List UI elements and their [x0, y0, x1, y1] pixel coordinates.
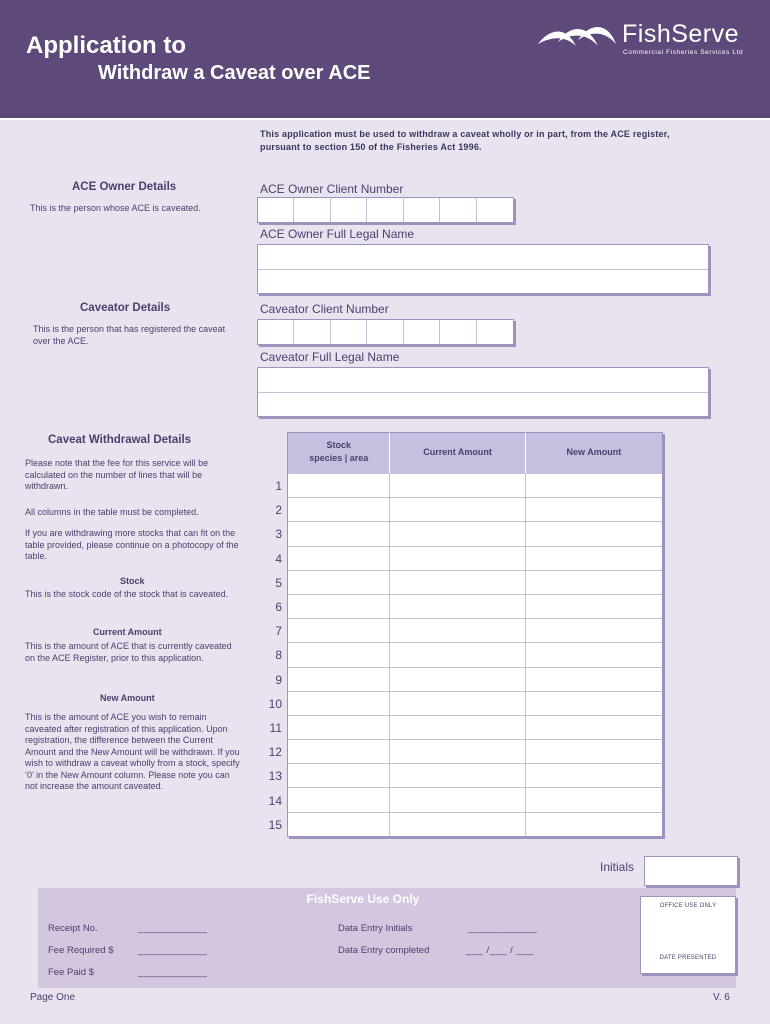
caveator-client-number-input[interactable]: [257, 319, 514, 345]
stock-cell[interactable]: [288, 643, 390, 666]
owner-legal-name-input[interactable]: [257, 244, 709, 294]
logo-name: FishServe: [622, 20, 740, 48]
stock-cell[interactable]: [288, 764, 390, 787]
row-number: 8: [275, 648, 282, 663]
data-entry-completed-date: ___ /___ / ___: [466, 945, 534, 956]
withdrawal-section-title: Caveat Withdrawal Details: [48, 434, 192, 446]
page-label: Page One: [30, 992, 76, 1003]
stock-cell[interactable]: [288, 595, 390, 618]
stock-table: [287, 432, 663, 837]
more-stocks-note: If you are withdrawing more stocks that can fit on the table provided, please continue on a photocopy of the table.: [25, 528, 239, 561]
table-row: [288, 570, 662, 594]
owner-section-desc: This is the person whose ACE is caveated.: [30, 203, 201, 213]
row-number: 9: [275, 672, 282, 687]
stock-heading: Stock: [120, 576, 145, 586]
current-amount-cell[interactable]: [390, 788, 525, 811]
table-row: [288, 763, 662, 787]
new-amount-cell[interactable]: [526, 692, 662, 715]
col-current-header: Current Amount: [390, 433, 525, 473]
receipt-label: Receipt No.: [48, 923, 98, 934]
new-amount-cell[interactable]: [526, 595, 662, 618]
office-use-title: FishServe Use Only: [306, 892, 420, 906]
office-use-stamp-box: [640, 896, 736, 974]
current-amount-cell[interactable]: [390, 692, 525, 715]
row-number: 7: [275, 624, 282, 639]
new-amount-cell[interactable]: [526, 474, 662, 497]
owner-client-number-input[interactable]: [257, 197, 514, 223]
fee-paid-blank: ____________: [138, 967, 208, 978]
current-amount-cell[interactable]: [390, 547, 525, 570]
row-number: 6: [275, 600, 282, 614]
col-stock-line1: Stock: [326, 440, 351, 450]
row-number: 10: [268, 696, 282, 711]
new-amount-cell[interactable]: [526, 764, 662, 787]
current-amount-cell[interactable]: [390, 668, 525, 691]
fee-paid-label: Fee Paid $: [48, 967, 94, 978]
current-amount-cell[interactable]: [390, 764, 525, 787]
new-amount-cell[interactable]: [526, 547, 662, 570]
fee-note: Please note that the fee for this service will be calculated on the number of lines that will be withdrawn.: [25, 458, 209, 491]
caveator-legal-name-label: Caveator Full Legal Name: [260, 350, 400, 364]
date-presented-text: DATE PRESENTED: [659, 955, 717, 961]
current-amount-cell[interactable]: [390, 813, 525, 836]
initials-input[interactable]: [644, 856, 738, 886]
new-amount-cell[interactable]: [526, 813, 662, 836]
new-amount-cell[interactable]: [526, 571, 662, 594]
table-header: [288, 433, 662, 473]
current-amount-heading: Current Amount: [93, 627, 162, 637]
version-label: V. 6: [713, 992, 730, 1003]
new-amount-heading: New Amount: [100, 693, 155, 703]
owner-legal-name-label: ACE Owner Full Legal Name: [260, 227, 415, 241]
data-entry-completed-label: Data Entry completed: [338, 945, 430, 956]
table-row: [288, 521, 662, 545]
header-band: [0, 0, 770, 120]
stock-cell[interactable]: [288, 474, 390, 497]
office-use-only-text: OFFICE USE ONLY: [659, 903, 717, 909]
fee-required-blank: ____________: [138, 945, 208, 956]
current-amount-cell[interactable]: [390, 595, 525, 618]
page-title-line1: Application to: [26, 32, 186, 59]
current-amount-cell[interactable]: [390, 716, 525, 739]
row-number: 12: [268, 745, 282, 760]
stock-cell[interactable]: [288, 716, 390, 739]
new-amount-cell[interactable]: [526, 716, 662, 739]
stock-cell[interactable]: [288, 522, 390, 545]
table-row: [288, 497, 662, 521]
new-amount-cell[interactable]: [526, 668, 662, 691]
new-amount-cell[interactable]: [526, 788, 662, 811]
office-use-panel: [38, 888, 736, 988]
row-number: 2: [275, 503, 282, 518]
table-row: [288, 546, 662, 570]
new-amount-cell[interactable]: [526, 522, 662, 545]
stock-cell[interactable]: [288, 740, 390, 763]
new-amount-desc: This is the amount of ACE you wish to remain caveated after registration of this application. Upon registration, the difference between the Current Amount and the New Amount will be withdrawn. If you wish to withdraw a caveat wholly from a stock, specify ‘0’ in the New Amount column. Please note you can not increase the amount caveated.: [25, 712, 240, 791]
new-amount-cell[interactable]: [526, 498, 662, 521]
new-amount-cell[interactable]: [526, 619, 662, 642]
fishserve-logo: [536, 20, 756, 60]
caveator-section-desc: This is the person that has registered the caveat over the ACE.: [33, 324, 226, 346]
fee-required-label: Fee Required $: [48, 945, 114, 956]
row-number: 15: [268, 817, 282, 832]
col-stock-line2: species | area: [309, 453, 369, 463]
row-number: 14: [268, 793, 282, 808]
table-row: [288, 739, 662, 763]
stock-cell[interactable]: [288, 619, 390, 642]
page-title-line2: Withdraw a Caveat over ACE: [98, 62, 371, 84]
row-number: 13: [268, 769, 282, 784]
stock-cell[interactable]: [288, 498, 390, 521]
columns-note: All columns in the table must be completed.: [25, 507, 199, 517]
row-number: 4: [275, 551, 282, 566]
stock-cell[interactable]: [288, 788, 390, 811]
current-amount-cell[interactable]: [390, 619, 525, 642]
new-amount-cell[interactable]: [526, 643, 662, 666]
table-row: [288, 642, 662, 666]
col-stock-header: [288, 433, 390, 473]
current-amount-cell[interactable]: [390, 522, 525, 545]
stock-cell[interactable]: [288, 571, 390, 594]
table-row: [288, 715, 662, 739]
col-new-header: New Amount: [566, 447, 622, 457]
current-amount-desc: This is the amount of ACE that is currently caveated on the ACE Register, prior to this application.: [25, 641, 232, 663]
owner-section-title: ACE Owner Details: [72, 181, 177, 193]
table-row: [288, 667, 662, 691]
logo-tagline: Commercial Fisheries Services Ltd: [623, 49, 744, 56]
stock-desc: This is the stock code of the stock that is caveated.: [25, 589, 229, 599]
row-number: 1: [275, 479, 282, 493]
stock-cell[interactable]: [288, 547, 390, 570]
current-amount-cell[interactable]: [390, 571, 525, 594]
wave-logo-icon: [536, 22, 618, 56]
table-row: [288, 618, 662, 642]
table-row: [288, 473, 662, 497]
data-entry-initials-label: Data Entry Initials: [338, 923, 413, 934]
stock-cell[interactable]: [288, 668, 390, 691]
table-row: [288, 691, 662, 715]
stock-cell[interactable]: [288, 813, 390, 836]
data-entry-initials-blank: ____________: [468, 923, 538, 934]
table-row: [288, 787, 662, 811]
new-amount-cell[interactable]: [526, 740, 662, 763]
stock-cell[interactable]: [288, 692, 390, 715]
owner-client-number-label: ACE Owner Client Number: [260, 182, 404, 196]
current-amount-cell[interactable]: [390, 474, 525, 497]
row-number: 5: [275, 575, 282, 590]
caveator-client-number-label: Caveator Client Number: [260, 302, 389, 316]
table-row: [288, 812, 662, 836]
caveator-section-title: Caveator Details: [80, 302, 171, 314]
current-amount-cell[interactable]: [390, 643, 525, 666]
initials-label: Initials: [600, 860, 635, 874]
current-amount-cell[interactable]: [390, 740, 525, 763]
receipt-blank: ____________: [138, 923, 208, 934]
row-number: 3: [275, 527, 282, 542]
row-number: 11: [269, 721, 282, 735]
table-row: [288, 594, 662, 618]
caveator-legal-name-input[interactable]: [257, 367, 709, 417]
current-amount-cell[interactable]: [390, 498, 525, 521]
intro-text: This application must be used to withdraw a caveat wholly or in part, from the ACE register, pursuant to section 150 of the Fisheries Act 1996.: [260, 129, 670, 152]
